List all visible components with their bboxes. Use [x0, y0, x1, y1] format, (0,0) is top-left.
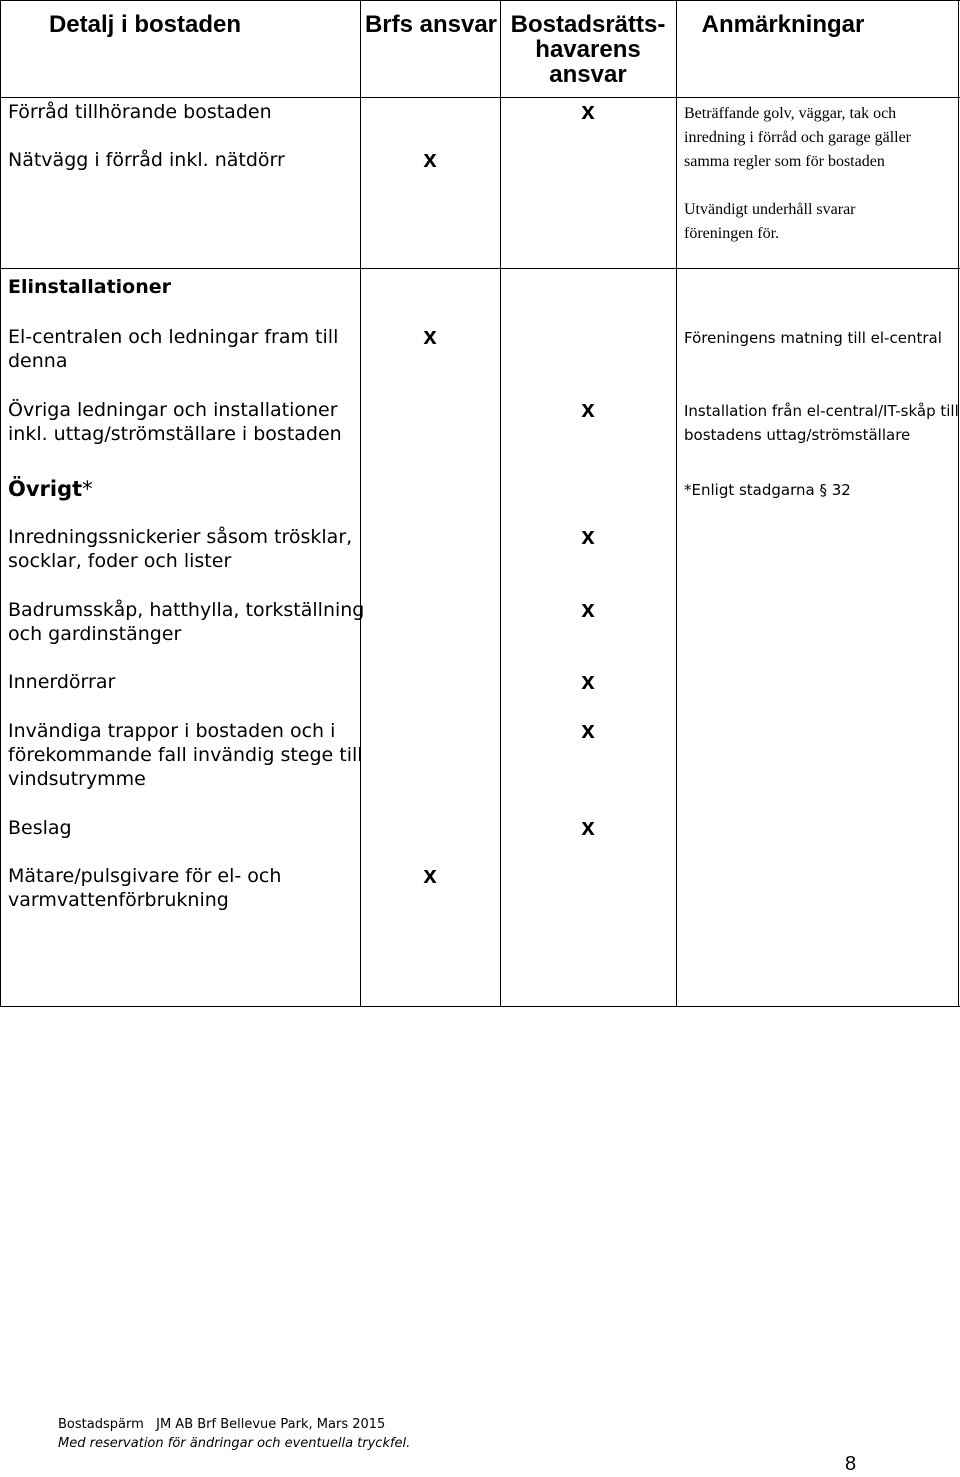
row-ovriga-line2: inkl. uttag/strömställare i bostaden — [8, 423, 342, 445]
row-ovriga-line1: Övriga ledningar och installationer — [8, 399, 338, 421]
row-badrum — [8, 598, 364, 646]
row-trappor-line3: vindsutrymme — [8, 768, 146, 790]
note-stadgar: *Enligt stadgarna § 32 — [684, 481, 851, 499]
row-inredning — [8, 525, 352, 573]
row-badrum-line1: Badrumsskåp, hatthylla, torkställning — [8, 599, 365, 621]
note-elcentral: Föreningens matning till el-central — [684, 329, 942, 347]
note-utvandigt — [684, 198, 856, 246]
note-utvandigt-line2: föreningen för. — [684, 225, 780, 242]
header-bostadsratt-line1: Bostadsrätts- — [510, 11, 666, 38]
column-divider-3 — [676, 0, 677, 1007]
mark-br-trappor: x — [581, 717, 595, 744]
row-forrad: Förråd tillhörande bostaden — [8, 101, 272, 123]
header-brf: Brfs ansvar — [364, 11, 498, 38]
mark-br-innerdorrar: x — [581, 668, 595, 695]
row-ovriga-ledningar — [8, 398, 342, 446]
table-border-top — [0, 0, 960, 1]
note-forrad-line3: samma regler som för bostaden — [684, 153, 885, 170]
mark-br-beslag: x — [581, 814, 595, 841]
mark-br-inredning: x — [581, 523, 595, 550]
row-matare-line1: Mätare/pulsgivare för el- och — [8, 865, 282, 887]
mark-br-ovriga: x — [581, 396, 595, 423]
header-bottom-line — [0, 97, 960, 98]
mark-br-badrum: x — [581, 596, 595, 623]
row-inredning-line2: socklar, foder och lister — [8, 550, 232, 572]
row-trappor-line2: förekommande fall invändig stege till — [8, 744, 363, 766]
row-elcentral — [8, 325, 338, 373]
row-beslag: Beslag — [8, 817, 72, 839]
table-border-right — [958, 0, 959, 1007]
row-elcentral-line2: denna — [8, 350, 68, 372]
row-trappor — [8, 719, 363, 791]
note-utvandigt-line1: Utvändigt underhåll svarar — [684, 201, 856, 218]
section-ovrigt-label: Övrigt — [8, 477, 83, 501]
mark-br-forrad: x — [581, 98, 595, 125]
row-natvagg: Nätvägg i förråd inkl. nätdörr — [8, 149, 285, 171]
mark-brf-elcentral: x — [423, 323, 437, 350]
note-ovriga-line1: Installation från el-central/IT-skåp till — [684, 402, 959, 420]
section-elinstallationer: Elinstallationer — [8, 276, 172, 298]
mark-brf-natvagg: x — [423, 146, 437, 173]
note-forrad — [684, 102, 911, 174]
row-badrum-line2: och gardinstänger — [8, 623, 182, 645]
table-border-bottom — [0, 1006, 960, 1007]
footer-title: Bostadspärm JM AB Brf Bellevue Park, Mars 2015 — [58, 1417, 386, 1432]
header-detail: Detalj i bostaden — [48, 11, 242, 38]
column-divider-2 — [500, 0, 501, 1007]
row-elcentral-line1: El-centralen och ledningar fram till — [8, 326, 339, 348]
note-ovriga-line2: bostadens uttag/strömställare — [684, 426, 911, 444]
header-bostadsratt-line3: ansvar — [549, 61, 627, 88]
page-number: 8 — [845, 1453, 857, 1475]
mark-brf-matare: x — [423, 862, 437, 889]
note-ovriga — [684, 399, 959, 447]
note-forrad-line1: Beträffande golv, väggar, tak och — [684, 105, 897, 122]
row-matare — [8, 864, 281, 912]
table-border-left — [0, 0, 1, 1007]
header-bostadsratt-line2: havarens — [535, 36, 641, 63]
section-ovrigt — [8, 477, 93, 501]
row-inredning-line1: Inredningssnickerier såsom trösklar, — [8, 526, 353, 548]
column-divider-1 — [360, 0, 361, 1007]
header-anmarkningar: Anmärkningar — [701, 11, 865, 38]
footer-disclaimer: Med reservation för ändringar och eventuella tryckfel. — [58, 1436, 411, 1451]
row-innerdorrar: Innerdörrar — [8, 671, 116, 693]
note-forrad-line2: inredning i förråd och garage gäller — [684, 129, 912, 146]
row-trappor-line1: Invändiga trappor i bostaden och i — [8, 720, 336, 742]
header-bostadsratt — [500, 12, 676, 87]
divider-line — [0, 268, 960, 269]
row-matare-line2: varmvattenförbrukning — [8, 889, 229, 911]
section-ovrigt-star: * — [82, 477, 93, 501]
